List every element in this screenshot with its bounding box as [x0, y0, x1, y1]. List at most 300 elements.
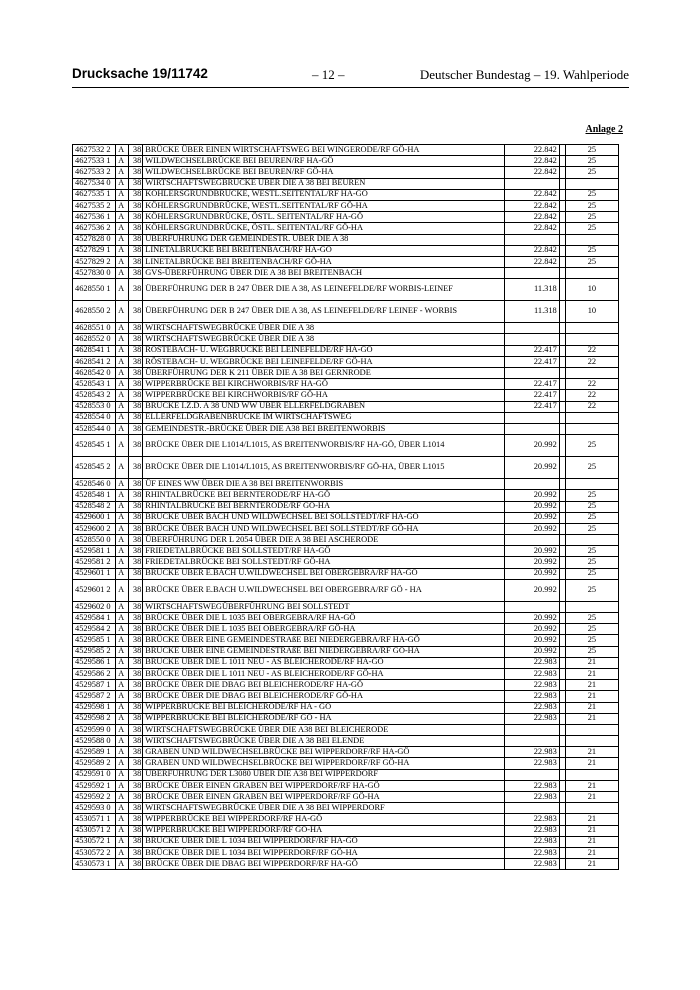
- table-row: [73, 792, 619, 803]
- row-road-type: A: [116, 390, 129, 401]
- row-description: BRÜCKE ÜBER EINEN GRABEN BEI WIPPERDORF/RF HA-GÖ: [143, 780, 504, 791]
- table-row: [73, 200, 619, 211]
- row-description: BRÜCKE ÜBER DIE L 1035 BEI OBERGEBRA/RF GÖ-HA: [143, 624, 504, 635]
- table-row: [73, 268, 619, 279]
- row-description: WIRTSCHAFTSWEGBRÜCKE ÜBER DIE A 38: [143, 334, 504, 345]
- row-id: 4529601 1: [73, 568, 116, 579]
- row-count: 25: [565, 156, 618, 167]
- row-id: 4528554 0: [73, 412, 116, 423]
- row-id: 4527828 0: [73, 234, 116, 245]
- row-road-type: A: [116, 379, 129, 390]
- row-road-type: A: [116, 189, 129, 200]
- row-count: 25: [565, 435, 618, 457]
- row-value: [504, 601, 559, 612]
- row-description: ÜBERFÜHRUNG DER B 247 ÜBER DIE A 38, AS LEINEFELDE/RF LEINEF - WORBIS: [143, 301, 504, 323]
- row-value: 20.992: [504, 501, 559, 512]
- row-road-number: 38: [129, 747, 143, 758]
- row-road-number: 38: [129, 713, 143, 724]
- row-road-number: 38: [129, 479, 143, 490]
- row-id: 4529586 2: [73, 668, 116, 679]
- row-description: WIRTSCHAFTSWEGBRÜCKE ÜBER DIE A 38 BEI WIPPERDORF: [143, 803, 504, 814]
- row-id: 4627533 1: [73, 156, 116, 167]
- row-description: ÜF EINES WW ÜBER DIE A 38 BEI BREITENWORBIS: [143, 479, 504, 490]
- row-description: WIRTSCHAFTSWEGBRÜCKE ÜBER DIE A 38: [143, 323, 504, 334]
- row-road-number: 38: [129, 379, 143, 390]
- row-count: [565, 724, 618, 735]
- table-row: [73, 435, 619, 457]
- row-road-type: A: [116, 646, 129, 657]
- row-value: 22.983: [504, 847, 559, 858]
- row-count: 21: [565, 825, 618, 836]
- row-road-type: A: [116, 401, 129, 412]
- row-road-number: 38: [129, 736, 143, 747]
- row-id: 4627535 1: [73, 189, 116, 200]
- row-value: 20.992: [504, 457, 559, 479]
- row-id: 4530571 1: [73, 814, 116, 825]
- table-row: [73, 769, 619, 780]
- row-road-number: 38: [129, 624, 143, 635]
- row-road-type: A: [116, 423, 129, 434]
- row-road-number: 38: [129, 145, 143, 156]
- table-row: [73, 523, 619, 534]
- row-description: ÜBERFÜHRUNG DER L3080 ÜBER DIE A38 BEI WIPPERDORF: [143, 769, 504, 780]
- table-row: [73, 568, 619, 579]
- row-description: BRÜCKE ÜBER BACH UND WILDWECHSEL BEI SOLLSTEDT/RF GÖ-HA: [143, 523, 504, 534]
- row-description: RHINTALBRÜCKE BEI BERNTERODE/RF GÖ-HA: [143, 501, 504, 512]
- row-road-type: A: [116, 479, 129, 490]
- row-value: 22.983: [504, 825, 559, 836]
- row-value: [504, 535, 559, 546]
- row-value: 22.417: [504, 345, 559, 356]
- row-value: 20.992: [504, 512, 559, 523]
- row-road-number: 38: [129, 200, 143, 211]
- row-value: 20.992: [504, 490, 559, 501]
- row-description: BRÜCKE ÜBER DIE L 1011 NEU - AS BLEICHERODE/RF HA-GÖ: [143, 657, 504, 668]
- row-id: 4528548 2: [73, 501, 116, 512]
- table-row: [73, 803, 619, 814]
- anlage-label: Anlage 2: [585, 124, 623, 135]
- table-row: [73, 668, 619, 679]
- row-road-type: A: [116, 624, 129, 635]
- row-id: 4529600 2: [73, 523, 116, 534]
- row-count: 25: [565, 635, 618, 646]
- row-road-type: A: [116, 601, 129, 612]
- table-row: [73, 635, 619, 646]
- row-description: BRÜCKE ÜBER EINEN WIRTSCHAFTSWEG BEI WINGERODE/RF GÖ-HA: [143, 145, 504, 156]
- row-road-number: 38: [129, 613, 143, 624]
- table-row: [73, 702, 619, 713]
- row-id: 4628541 1: [73, 345, 116, 356]
- row-road-type: A: [116, 212, 129, 223]
- row-road-type: A: [116, 724, 129, 735]
- row-description: WILDWECHSELBRÜCKE BEI BEUREN/RF HA-GÖ: [143, 156, 504, 167]
- row-road-type: A: [116, 702, 129, 713]
- row-road-type: A: [116, 803, 129, 814]
- row-road-number: 38: [129, 758, 143, 769]
- table-row: [73, 859, 619, 870]
- row-id: 4627536 1: [73, 212, 116, 223]
- row-description: ÜBERFÜHRUNG DER B 247 ÜBER DIE A 38, AS LEINEFELDE/RF WORBIS-LEINEF: [143, 279, 504, 301]
- table-row: [73, 713, 619, 724]
- row-description: GVS-ÜBERFÜHRUNG ÜBER DIE A 38 BEI BREITENBACH: [143, 268, 504, 279]
- row-road-number: 38: [129, 601, 143, 612]
- table-row: [73, 624, 619, 635]
- row-road-type: A: [116, 568, 129, 579]
- row-id: 4528543 1: [73, 379, 116, 390]
- row-road-type: A: [116, 747, 129, 758]
- row-description: BRÜCKE ÜBER DIE DBAG BEI WIPPERDORF/RF HA-GÖ: [143, 859, 504, 870]
- row-description: GEMEINDESTR.-BRÜCKE ÜBER DIE A38 BEI BREITENWORBIS: [143, 423, 504, 434]
- row-count: 25: [565, 256, 618, 267]
- row-road-type: A: [116, 279, 129, 301]
- row-road-type: A: [116, 859, 129, 870]
- row-road-number: 38: [129, 390, 143, 401]
- row-count: 21: [565, 836, 618, 847]
- row-id: 4527830 0: [73, 268, 116, 279]
- row-road-number: 38: [129, 501, 143, 512]
- row-road-type: A: [116, 691, 129, 702]
- row-id: 4528548 1: [73, 490, 116, 501]
- row-value: 22.983: [504, 747, 559, 758]
- table-row: [73, 423, 619, 434]
- row-count: [565, 412, 618, 423]
- row-count: 10: [565, 301, 618, 323]
- table-row: [73, 212, 619, 223]
- row-description: BRÜCKE ÜBER EINE GEMEINDESTRAßE BEI NIEDERGEBRA/RF GÖ-HA: [143, 646, 504, 657]
- row-road-type: A: [116, 825, 129, 836]
- row-road-type: A: [116, 345, 129, 356]
- row-count: 25: [565, 457, 618, 479]
- row-id: 4527829 2: [73, 256, 116, 267]
- row-count: 21: [565, 702, 618, 713]
- row-value: 22.983: [504, 680, 559, 691]
- row-count: [565, 601, 618, 612]
- row-road-type: A: [116, 234, 129, 245]
- row-value: 22.417: [504, 356, 559, 367]
- page-number: – 12 –: [312, 67, 345, 82]
- row-description: GRABEN UND WILDWECHSELBRÜCKE BEI WIPPERDORF/RF HA-GÖ: [143, 747, 504, 758]
- row-value: 22.842: [504, 223, 559, 234]
- row-road-number: 38: [129, 680, 143, 691]
- row-road-number: 38: [129, 579, 143, 601]
- row-road-type: A: [116, 200, 129, 211]
- row-description: WIPPERBRÜCKE BEI WIPPERDORF/RF GÖ-HA: [143, 825, 504, 836]
- table-row: [73, 345, 619, 356]
- table-row: [73, 167, 619, 178]
- row-road-type: A: [116, 268, 129, 279]
- row-count: 25: [565, 189, 618, 200]
- table-row: [73, 836, 619, 847]
- row-count: 22: [565, 379, 618, 390]
- row-id: 4527829 1: [73, 245, 116, 256]
- row-value: [504, 268, 559, 279]
- row-description: BRÜCKE ÜBER EINEN GRABEN BEI WIPPERDORF/RF GÖ-HA: [143, 792, 504, 803]
- row-road-type: A: [116, 256, 129, 267]
- row-value: 22.417: [504, 390, 559, 401]
- row-description: FRIEDETALBRÜCKE BEI SOLLSTEDT/RF GÖ-HA: [143, 557, 504, 568]
- row-description: ÜBERFÜHRUNG DER L 2054 ÜBER DIE A 38 BEI ASCHERODE: [143, 535, 504, 546]
- row-count: 25: [565, 523, 618, 534]
- row-id: 4529593 0: [73, 803, 116, 814]
- row-id: 4528545 1: [73, 435, 116, 457]
- row-road-number: 38: [129, 546, 143, 557]
- row-count: 25: [565, 579, 618, 601]
- row-road-number: 38: [129, 646, 143, 657]
- row-count: 21: [565, 657, 618, 668]
- table-row: [73, 680, 619, 691]
- drucksache-number: 11742: [171, 66, 208, 81]
- row-count: 21: [565, 758, 618, 769]
- row-count: 21: [565, 713, 618, 724]
- row-road-type: A: [116, 501, 129, 512]
- row-value: 22.842: [504, 167, 559, 178]
- row-count: 21: [565, 691, 618, 702]
- row-value: [504, 323, 559, 334]
- row-count: [565, 423, 618, 434]
- row-value: [504, 736, 559, 747]
- row-road-number: 38: [129, 167, 143, 178]
- table-row: [73, 847, 619, 858]
- row-count: 25: [565, 546, 618, 557]
- row-value: [504, 423, 559, 434]
- row-description: ÜBERFÜHRUNG DER GEMEINDESTR. ÜBER DIE A 38: [143, 234, 504, 245]
- row-road-type: A: [116, 836, 129, 847]
- row-road-type: A: [116, 758, 129, 769]
- table-row: [73, 579, 619, 601]
- row-road-number: 38: [129, 535, 143, 546]
- row-id: 4529581 2: [73, 557, 116, 568]
- parliament-label: Deutscher Bundestag – 19. Wahlperiode: [419, 67, 629, 82]
- table-row: [73, 323, 619, 334]
- row-id: 4530572 2: [73, 847, 116, 858]
- row-count: 25: [565, 557, 618, 568]
- row-road-type: A: [116, 145, 129, 156]
- row-description: RÖSTEBACH- U. WEGBRÜCKE BEI LEINEFELDE/RF GÖ-HA: [143, 356, 504, 367]
- row-road-number: 38: [129, 368, 143, 379]
- row-description: BRÜCKE ÜBER DIE L 1034 BEI WIPPERDORF/RF GÖ-HA: [143, 847, 504, 858]
- row-road-number: 38: [129, 792, 143, 803]
- row-value: [504, 178, 559, 189]
- row-road-number: 38: [129, 423, 143, 434]
- row-road-type: A: [116, 635, 129, 646]
- row-count: 21: [565, 847, 618, 858]
- row-road-number: 38: [129, 245, 143, 256]
- row-id: 4528543 2: [73, 390, 116, 401]
- table-row: [73, 301, 619, 323]
- table-row: [73, 736, 619, 747]
- row-count: [565, 178, 618, 189]
- table-row: [73, 747, 619, 758]
- row-description: ÜBERFÜHRUNG DER K 211 ÜBER DIE A 38 BEI GERNRODE: [143, 368, 504, 379]
- row-count: [565, 769, 618, 780]
- row-description: BRÜCKE ÜBER DIE L 1011 NEU - AS BLEICHERODE/RF GÖ-HA: [143, 668, 504, 679]
- table-row: [73, 189, 619, 200]
- drucksache-label: [72, 66, 208, 81]
- table-row: [73, 557, 619, 568]
- row-count: 21: [565, 814, 618, 825]
- row-value: 22.983: [504, 702, 559, 713]
- row-road-number: 38: [129, 356, 143, 367]
- table-row: [73, 512, 619, 523]
- row-id: 4529585 1: [73, 635, 116, 646]
- row-road-number: 38: [129, 635, 143, 646]
- row-id: 4627534 0: [73, 178, 116, 189]
- table-row: [73, 401, 619, 412]
- row-value: 20.992: [504, 624, 559, 635]
- row-road-type: A: [116, 613, 129, 624]
- row-road-type: A: [116, 523, 129, 534]
- row-road-number: 38: [129, 156, 143, 167]
- row-value: [504, 412, 559, 423]
- row-description: BRÜCKE ÜBER DIE L 1034 BEI WIPPERDORF/RF HA-GÖ: [143, 836, 504, 847]
- row-id: 4528545 2: [73, 457, 116, 479]
- row-description: KÖHLERSGRUNDBRÜCKE, WESTL.SEITENTAL/RF GÖ-HA: [143, 200, 504, 211]
- row-road-number: 38: [129, 490, 143, 501]
- row-road-number: 38: [129, 223, 143, 234]
- row-description: FRIEDETALBRÜCKE BEI SOLLSTEDT/RF HA-GÖ: [143, 546, 504, 557]
- row-value: 22.417: [504, 401, 559, 412]
- row-value: 22.842: [504, 189, 559, 200]
- row-id: 4627532 2: [73, 145, 116, 156]
- row-id: 4628542 0: [73, 368, 116, 379]
- row-value: 22.983: [504, 859, 559, 870]
- row-id: 4530571 2: [73, 825, 116, 836]
- row-count: 25: [565, 512, 618, 523]
- row-road-number: 38: [129, 178, 143, 189]
- table-row: [73, 279, 619, 301]
- table-row: [73, 535, 619, 546]
- row-id: 4529591 0: [73, 769, 116, 780]
- row-count: 25: [565, 223, 618, 234]
- table-row: [73, 825, 619, 836]
- row-road-type: A: [116, 156, 129, 167]
- row-road-number: 38: [129, 268, 143, 279]
- row-road-number: 38: [129, 412, 143, 423]
- row-road-number: 38: [129, 512, 143, 523]
- row-description: BRÜCKE ÜBER DIE L1014/L1015, AS BREITENWORBIS/RF HA-GÖ, ÜBER L1014: [143, 435, 504, 457]
- table-row: [73, 613, 619, 624]
- row-value: 22.983: [504, 792, 559, 803]
- row-road-number: 38: [129, 301, 143, 323]
- row-count: [565, 234, 618, 245]
- row-value: [504, 368, 559, 379]
- row-road-number: 38: [129, 345, 143, 356]
- row-road-type: A: [116, 301, 129, 323]
- row-road-type: A: [116, 435, 129, 457]
- row-value: [504, 724, 559, 735]
- row-road-number: 38: [129, 803, 143, 814]
- table-row: [73, 256, 619, 267]
- row-count: 21: [565, 780, 618, 791]
- row-description: BRÜCKE ÜBER BACH UND WILDWECHSEL BEI SOLLSTEDT/RF HA-GÖ: [143, 512, 504, 523]
- row-value: 22.983: [504, 657, 559, 668]
- row-value: 20.992: [504, 646, 559, 657]
- row-count: 22: [565, 345, 618, 356]
- row-id: 4529592 2: [73, 792, 116, 803]
- row-road-number: 38: [129, 323, 143, 334]
- row-id: 4628550 1: [73, 279, 116, 301]
- row-id: 4529598 2: [73, 713, 116, 724]
- row-value: 20.992: [504, 635, 559, 646]
- row-id: 4529584 1: [73, 613, 116, 624]
- row-count: 21: [565, 747, 618, 758]
- row-value: 22.983: [504, 780, 559, 791]
- row-description: LINETALBRÜCKE BEI BREITENBACH/RF HA-GÖ: [143, 245, 504, 256]
- row-description: ELLERFELDGRABENBRÜCKE IM WIRTSCHAFTSWEG: [143, 412, 504, 423]
- row-value: 20.992: [504, 579, 559, 601]
- row-road-type: A: [116, 557, 129, 568]
- table-row: [73, 245, 619, 256]
- row-id: 4530572 1: [73, 836, 116, 847]
- row-count: 22: [565, 390, 618, 401]
- row-id: 4627533 2: [73, 167, 116, 178]
- row-description: WIRTSCHAFTSWEGBRÜCKE ÜBER DIE A 38 BEI ELENDE: [143, 736, 504, 747]
- row-count: 10: [565, 279, 618, 301]
- row-value: 20.992: [504, 568, 559, 579]
- row-road-type: A: [116, 814, 129, 825]
- row-count: 25: [565, 568, 618, 579]
- table-row: [73, 457, 619, 479]
- table-row: [73, 379, 619, 390]
- row-road-number: 38: [129, 859, 143, 870]
- table-row: [73, 490, 619, 501]
- row-value: 22.842: [504, 145, 559, 156]
- row-road-type: A: [116, 668, 129, 679]
- row-road-number: 38: [129, 189, 143, 200]
- row-road-type: A: [116, 546, 129, 557]
- row-road-type: A: [116, 368, 129, 379]
- row-count: [565, 334, 618, 345]
- row-road-number: 38: [129, 234, 143, 245]
- row-value: [504, 803, 559, 814]
- table-row: [73, 356, 619, 367]
- row-road-number: 38: [129, 691, 143, 702]
- row-road-type: A: [116, 736, 129, 747]
- row-count: [565, 268, 618, 279]
- header-rule: [72, 87, 629, 88]
- row-road-number: 38: [129, 256, 143, 267]
- row-road-number: 38: [129, 825, 143, 836]
- row-road-number: 38: [129, 212, 143, 223]
- row-count: 22: [565, 401, 618, 412]
- row-value: 22.983: [504, 758, 559, 769]
- row-road-type: A: [116, 535, 129, 546]
- row-description: BRÜCKE I.Z.D. A 38 UND WW ÜBER ELLERFELDGRABEN: [143, 401, 504, 412]
- row-road-number: 38: [129, 657, 143, 668]
- row-road-number: 38: [129, 702, 143, 713]
- row-count: [565, 736, 618, 747]
- table-row: [73, 814, 619, 825]
- row-count: 25: [565, 501, 618, 512]
- row-id: 4528553 0: [73, 401, 116, 412]
- row-road-type: A: [116, 167, 129, 178]
- row-id: 4627536 2: [73, 223, 116, 234]
- table-row: [73, 758, 619, 769]
- row-description: BRÜCKE ÜBER E.BACH U.WILDWECHSEL BEI OBERGEBRA/RF HA-GÖ: [143, 568, 504, 579]
- row-value: 20.992: [504, 613, 559, 624]
- row-description: RHINTALBRÜCKE BEI BERNTERODE/RF HA-GÖ: [143, 490, 504, 501]
- row-id: 4530573 1: [73, 859, 116, 870]
- row-description: WIRTSCHAFTSWEGBRÜCKE ÜBER DIE A38 BEI BLEICHERODE: [143, 724, 504, 735]
- row-road-number: 38: [129, 769, 143, 780]
- table-row: [73, 724, 619, 735]
- row-count: 25: [565, 624, 618, 635]
- row-value: 22.842: [504, 245, 559, 256]
- table-row: [73, 223, 619, 234]
- row-value: [504, 234, 559, 245]
- row-road-type: A: [116, 223, 129, 234]
- row-count: 21: [565, 680, 618, 691]
